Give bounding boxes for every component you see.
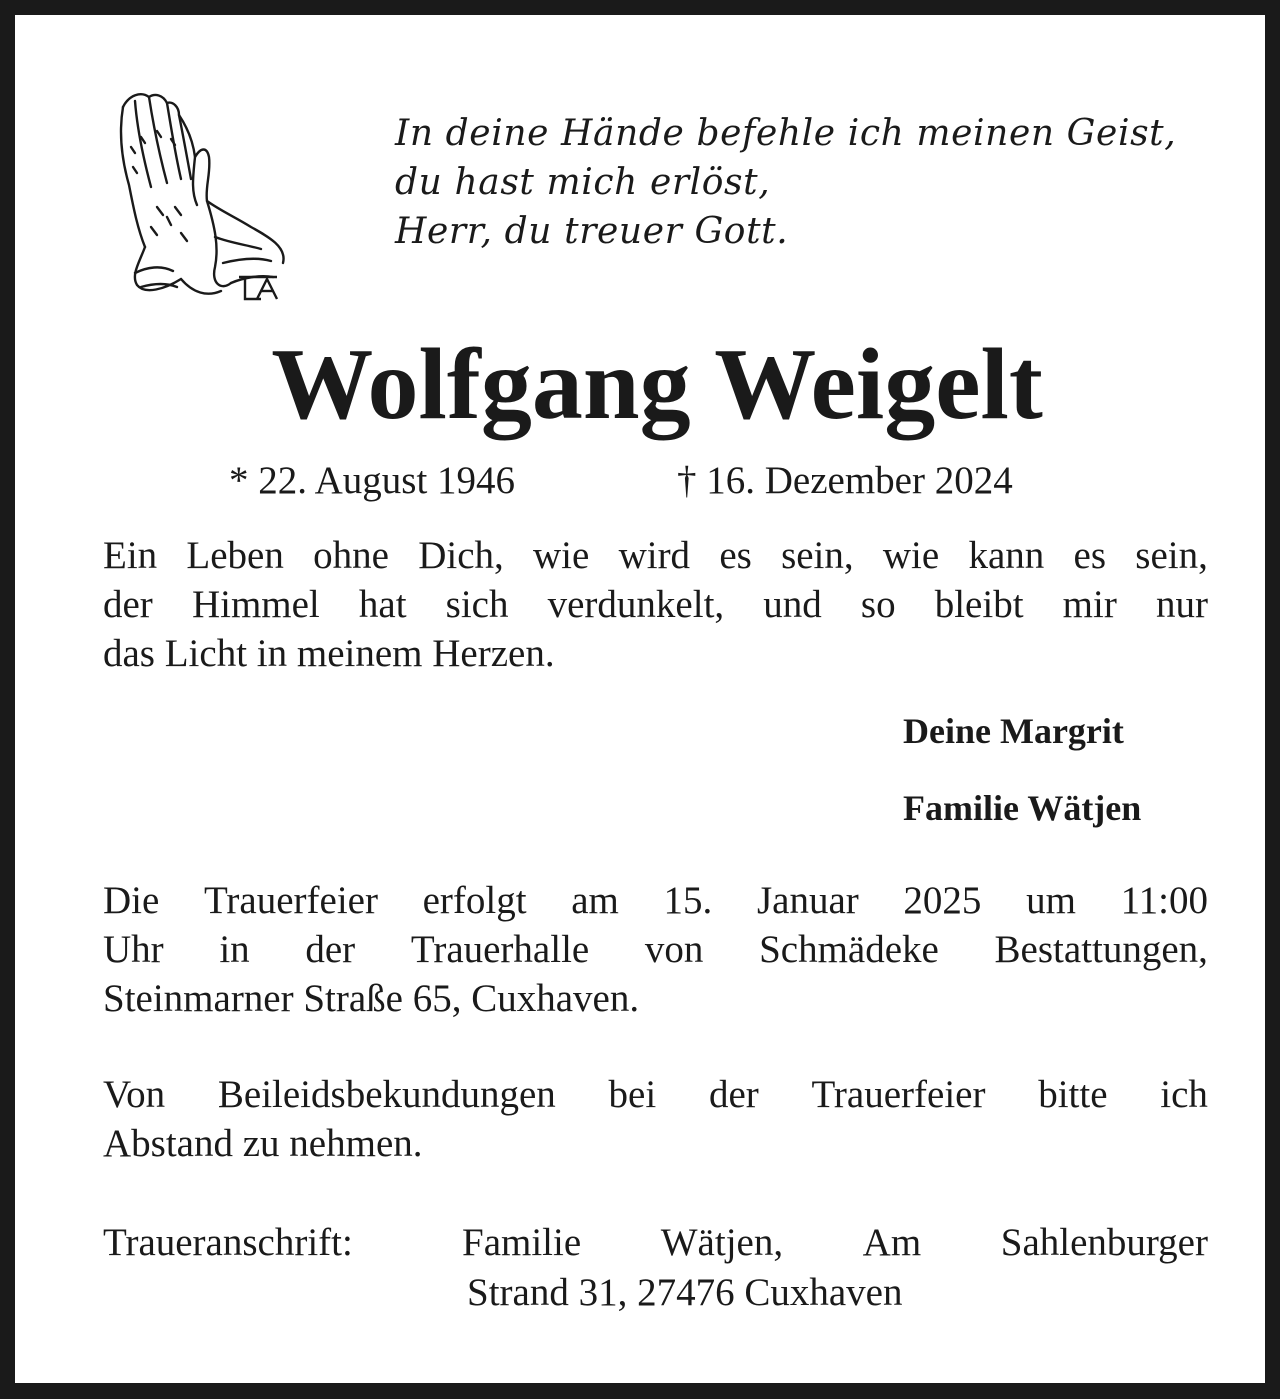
funeral-ceremony-info (103, 876, 1208, 1023)
word: in (219, 928, 250, 971)
word: es (719, 534, 752, 577)
ceremony-line: Steinmarner Straße 65, Cuxhaven. (103, 977, 640, 1020)
ceremony-line (103, 925, 1208, 974)
word: der (103, 583, 153, 626)
word: am (571, 879, 619, 922)
verse-line: In deine Hände befehle ich meinen Geist, (395, 113, 1177, 154)
word: so (860, 583, 896, 626)
word: nur (1155, 583, 1208, 626)
word: 15. (663, 879, 713, 922)
address-label: Traueranschrift: (103, 1221, 353, 1264)
word: Januar (756, 879, 859, 922)
deceased-name: Wolfgang Weigelt (271, 328, 1043, 441)
signature-family: Familie Wätjen (903, 788, 1142, 828)
poem-line (103, 580, 1208, 629)
word: Himmel (191, 583, 320, 626)
word: Trauerhalle (410, 928, 590, 971)
word: Sahlenburger (1000, 1221, 1208, 1264)
verse-line: du hast mich erlöst, (395, 162, 771, 203)
word: um (1026, 879, 1076, 922)
word: bei (608, 1073, 657, 1116)
word: ich (1160, 1073, 1208, 1116)
verse-line: Herr, du treuer Gott. (395, 211, 789, 252)
word: wie (533, 534, 590, 577)
word: Leben (186, 534, 284, 577)
condolence-line: Abstand zu nehmen. (103, 1122, 423, 1165)
word: sein, (1135, 534, 1208, 577)
ceremony-line (103, 876, 1208, 925)
address-line (462, 1218, 1208, 1268)
word: Wätjen, (660, 1221, 784, 1264)
word: bitte (1038, 1073, 1108, 1116)
word: ohne (313, 534, 389, 577)
birth-date: * 22. August 1946 (229, 459, 516, 502)
word: Am (862, 1221, 922, 1264)
word: und (763, 583, 822, 626)
word: Bestattungen, (994, 928, 1208, 971)
poem-line (103, 531, 1208, 580)
word: sein, (781, 534, 854, 577)
word: verdunkelt, (547, 583, 725, 626)
word: wird (618, 534, 691, 577)
word: Familie (462, 1221, 582, 1264)
word: mir (1062, 583, 1117, 626)
word: 2025 (903, 879, 982, 922)
word: Dich, (418, 534, 504, 577)
word: Trauerfeier (203, 879, 378, 922)
condolence-note (103, 1070, 1208, 1168)
death-date: † 16. Dezember 2024 (677, 459, 1013, 502)
word: der (708, 1073, 759, 1116)
poem-line: das Licht in meinem Herzen. (103, 632, 555, 675)
word: Von (103, 1073, 166, 1116)
signature-margrit: Deine Margrit (903, 711, 1124, 751)
word: 11:00 (1120, 879, 1208, 922)
address-line: Strand 31, 27476 Cuxhaven (467, 1271, 903, 1314)
word: von (644, 928, 704, 971)
word: sich (445, 583, 509, 626)
word: bleibt (934, 583, 1024, 626)
memorial-poem (103, 531, 1208, 678)
word: Beileidsbekundungen (217, 1073, 556, 1116)
condolence-line (103, 1070, 1208, 1119)
word: Trauerfeier (811, 1073, 986, 1116)
word: Die (103, 879, 160, 922)
word: hat (358, 583, 407, 626)
word: Schmädeke (759, 928, 939, 971)
mourning-address (462, 1218, 1208, 1318)
word: erfolgt (422, 879, 527, 922)
bible-verse (395, 109, 1235, 256)
word: wie (882, 534, 940, 577)
praying-hands-icon (111, 87, 291, 309)
word: kann (968, 534, 1045, 577)
word: es (1073, 534, 1107, 577)
word: Uhr (103, 928, 164, 971)
word: Ein (103, 534, 158, 577)
word: der (305, 928, 356, 971)
